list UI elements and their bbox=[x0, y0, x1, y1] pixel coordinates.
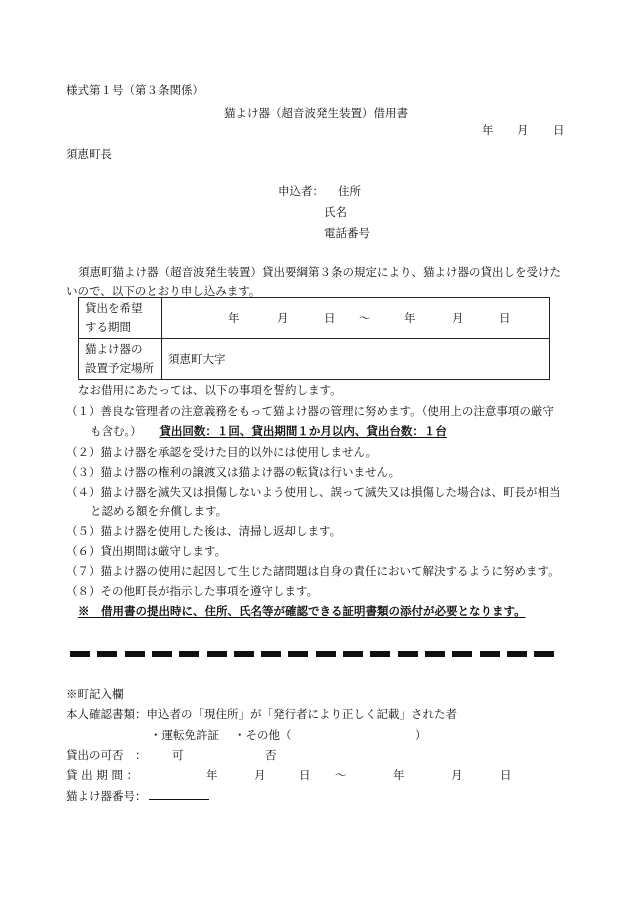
period-dates bbox=[168, 310, 549, 326]
cut-line-dash bbox=[261, 651, 281, 657]
list-item bbox=[66, 563, 560, 579]
office-day-1: 日 bbox=[299, 768, 311, 782]
location-label-line-1: 猫よけ器の bbox=[85, 342, 143, 356]
other-option-close: ） bbox=[415, 728, 427, 742]
cut-line-dash bbox=[234, 651, 254, 657]
office-month-2: 月 bbox=[451, 768, 463, 782]
cut-line-dash bbox=[288, 651, 308, 657]
table-row bbox=[79, 298, 550, 339]
list-item bbox=[66, 403, 554, 419]
item-text: その他町長が指示した事項を遵守します。 bbox=[100, 584, 319, 598]
cut-line-dash bbox=[452, 651, 472, 657]
item-text: 猫よけ器を滅失又は損傷しないよう使用し、誤って滅失又は損傷した場合は、町長が相当 bbox=[100, 485, 561, 499]
applicant-phone-label: 電話番号 bbox=[324, 226, 370, 240]
addressee: 須恵町長 bbox=[66, 147, 112, 161]
item-text: 猫よけ器の権利の譲渡又は猫よけ器の転貸は行いません。 bbox=[100, 465, 401, 479]
period-year-2: 年 bbox=[404, 311, 416, 325]
cut-line-dash bbox=[534, 651, 554, 657]
item-number: （６） bbox=[66, 544, 101, 558]
period-separator: ～ bbox=[359, 311, 371, 325]
pledge-intro: なお借用にあたっては、以下の事項を誓約します。 bbox=[78, 383, 342, 397]
id-docs-row bbox=[66, 706, 457, 722]
applicant-prefix: 申込者： bbox=[278, 184, 324, 198]
list-item bbox=[66, 484, 561, 500]
office-month-1: 月 bbox=[254, 768, 266, 782]
cut-line-dash bbox=[97, 651, 117, 657]
list-item-continuation bbox=[90, 423, 447, 439]
period-month-2: 月 bbox=[452, 311, 464, 325]
item-number: （５） bbox=[66, 524, 101, 538]
cut-line-dash bbox=[480, 651, 500, 657]
item-number: （４） bbox=[66, 485, 101, 499]
list-item bbox=[66, 444, 377, 460]
location-label-cell bbox=[79, 339, 162, 380]
period-year-1: 年 bbox=[228, 311, 240, 325]
other-option[interactable]: ・その他（ bbox=[234, 728, 292, 742]
office-day-2: 日 bbox=[500, 768, 512, 782]
cut-line-dash bbox=[316, 651, 336, 657]
item-text: 貸出期間は厳守します。 bbox=[100, 544, 227, 558]
cut-line-dash bbox=[207, 651, 227, 657]
list-item-continuation bbox=[90, 503, 227, 519]
item-number: （８） bbox=[66, 584, 101, 598]
cut-line-dash bbox=[179, 651, 199, 657]
cut-line-dash bbox=[370, 651, 390, 657]
period-value-cell[interactable] bbox=[162, 298, 550, 339]
deny-option[interactable]: 否 bbox=[265, 748, 277, 762]
notice: ※ 借用書の提出時に、住所、氏名等が確認できる証明書類の添付が必要となります。 bbox=[78, 604, 526, 618]
date-day: 日 bbox=[553, 123, 565, 137]
item-number: （３） bbox=[66, 465, 101, 479]
period-label-cell bbox=[79, 298, 162, 339]
item-text: 猫よけ器を使用した後は、清掃し返却します。 bbox=[100, 524, 342, 538]
list-item bbox=[66, 543, 226, 559]
item-number: （１） bbox=[66, 404, 101, 418]
item-text: 善良な管理者の注意義務をもって猫よけ器の管理に努めます。（使用上の注意事項の厳守 bbox=[100, 404, 554, 418]
list-item bbox=[66, 583, 318, 599]
approval-label: 貸出の可否 ： bbox=[66, 748, 147, 762]
cut-line-dash bbox=[398, 651, 418, 657]
device-number-label: 猫よけ器番号： bbox=[66, 789, 147, 803]
office-period-separator: ～ bbox=[335, 768, 347, 782]
cut-line-dash bbox=[507, 651, 527, 657]
intro-line-1: 須恵町猫よけ器（超音波発生装置）貸出要綱第３条の規定により、猫よけ器の貸出しを受けた bbox=[78, 265, 561, 279]
item-cont: も含む。） bbox=[90, 424, 142, 438]
item-number: （７） bbox=[66, 564, 101, 578]
office-period-label: 貸 出 期 間 ： bbox=[66, 768, 139, 782]
list-item bbox=[66, 464, 400, 480]
location-value: 須恵町大字 bbox=[168, 352, 226, 366]
date-year: 年 bbox=[482, 123, 494, 137]
date-month: 月 bbox=[517, 123, 529, 137]
list-item bbox=[66, 523, 341, 539]
period-label-line-1: 貸出を希望 bbox=[85, 301, 143, 315]
cut-line-dash bbox=[70, 651, 90, 657]
location-value-cell[interactable] bbox=[162, 339, 550, 380]
applicant-name-label: 氏名 bbox=[324, 205, 347, 219]
id-docs-label: 本人確認書類： bbox=[66, 707, 147, 721]
office-heading: ※町記入欄 bbox=[66, 687, 124, 701]
device-number-field[interactable] bbox=[149, 787, 209, 800]
item-number: （２） bbox=[66, 445, 101, 459]
period-month-1: 月 bbox=[277, 311, 289, 325]
period-label-line-2: する期間 bbox=[85, 320, 131, 334]
drivers-license-option[interactable]: ・運転免許証 bbox=[150, 728, 219, 742]
period-day-1: 日 bbox=[324, 311, 336, 325]
item-cont: と認める額を弁償します。 bbox=[90, 504, 228, 518]
applicant-address-label: 住所 bbox=[338, 184, 361, 198]
item-text: 猫よけ器の使用に起因して生じた諸問題は自身の責任において解決するように努めます。 bbox=[100, 564, 560, 578]
office-year-2: 年 bbox=[393, 768, 405, 782]
item-text: 猫よけ器を承認を受けた目的以外には使用しません。 bbox=[100, 445, 378, 459]
location-label-line-2: 設置予定場所 bbox=[85, 361, 154, 375]
cut-line-dash bbox=[152, 651, 172, 657]
table-row bbox=[79, 339, 550, 380]
office-year-1: 年 bbox=[206, 768, 218, 782]
loan-limits-emphasis: 貸出回数：１回、貸出期間１か月以内、貸出台数：１台 bbox=[159, 424, 447, 438]
cut-line-dash bbox=[125, 651, 145, 657]
approve-option[interactable]: 可 bbox=[172, 748, 184, 762]
cut-line-dash bbox=[343, 651, 363, 657]
period-day-2: 日 bbox=[499, 311, 511, 325]
device-number-row bbox=[66, 787, 209, 804]
document-title: 猫よけ器（超音波発生装置）借用書 bbox=[224, 106, 408, 120]
request-table bbox=[78, 297, 550, 380]
intro-line-2: いので、以下のとおり申し込みます。 bbox=[66, 284, 261, 298]
id-docs-text: 申込者の「現住所」が「発行者により正しく記載」された者 bbox=[146, 707, 457, 721]
cut-line-dash bbox=[425, 651, 445, 657]
form-number: 様式第１号（第３条関係） bbox=[66, 83, 204, 97]
